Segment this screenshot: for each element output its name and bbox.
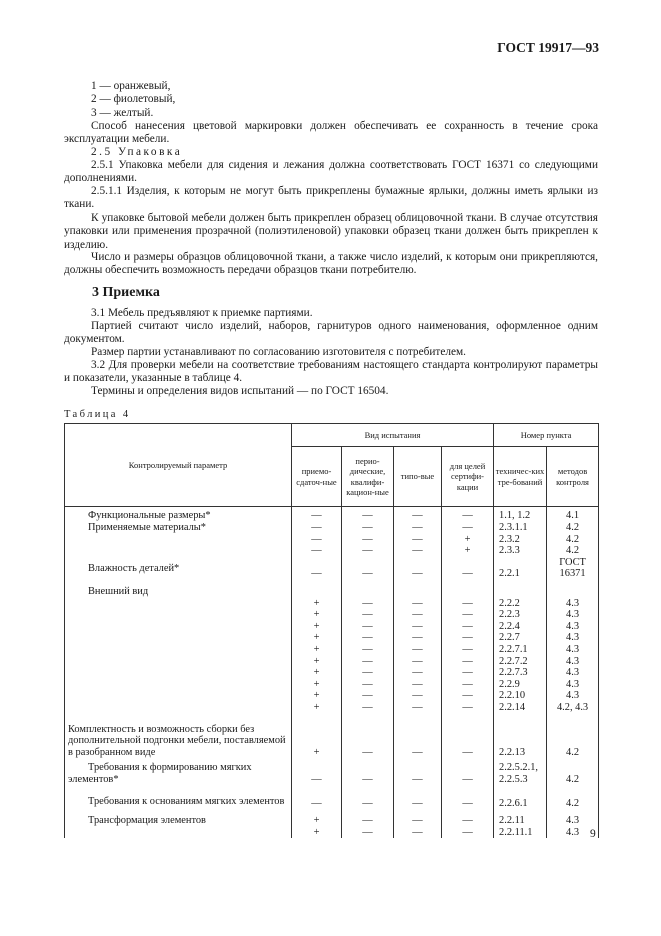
table-row — [65, 644, 599, 656]
cell-tech: 2.2.4 — [494, 621, 547, 633]
cell-meth: 4.3 — [547, 598, 599, 610]
cell-a: — — [292, 507, 342, 523]
cell-p: — — [342, 690, 394, 702]
table-row — [65, 545, 599, 557]
cell-c: — — [442, 679, 494, 691]
cell-param: Требования к формированию мягких элементов* — [65, 758, 292, 785]
cell-param: Функциональные размеры* — [65, 507, 292, 523]
paragraph-batch: Партией считают число изделий, наборов, гарнитуров одного наименования, оформленное одним документом. — [64, 320, 598, 346]
cell-meth: 4.3 — [547, 667, 599, 679]
cell-c: + — [442, 534, 494, 546]
document-header: ГОСТ 19917—93 — [497, 40, 599, 55]
cell-p — [342, 580, 394, 598]
cell-param: Трансформация элементов — [65, 809, 292, 827]
cell-p: — — [342, 827, 394, 839]
cell-t: — — [394, 598, 442, 610]
header-cert: для целей сертифи-кации — [442, 447, 494, 507]
cell-t: — — [394, 786, 442, 810]
cell-param — [65, 644, 292, 656]
cell-t: — — [394, 690, 442, 702]
table-row — [65, 758, 599, 785]
cell-a: — — [292, 534, 342, 546]
cell-a: + — [292, 690, 342, 702]
cell-meth: 4.2 — [547, 714, 599, 759]
cell-a: + — [292, 827, 342, 839]
paragraph-2-5-1: 2.5.1 Упаковка мебели для сидения и лежания должна соответствовать ГОСТ 16371 со следующими дополнениями. — [64, 159, 598, 185]
cell-a: — — [292, 545, 342, 557]
cell-c: — — [442, 621, 494, 633]
cell-param — [65, 656, 292, 668]
subsection-2-5-title: 2.5 Упаковка — [91, 146, 183, 158]
cell-t: — — [394, 534, 442, 546]
table-row — [65, 714, 599, 759]
cell-p: — — [342, 632, 394, 644]
cell-t: — — [394, 679, 442, 691]
table-row — [65, 827, 599, 839]
cell-param — [65, 545, 292, 557]
cell-a: — — [292, 786, 342, 810]
paragraph-marking: Способ нанесения цветовой маркировки должен обеспечивать ее сохранность в течение срока эксплуатации мебели. — [64, 120, 598, 146]
cell-tech: 2.2.10 — [494, 690, 547, 702]
cell-a: — — [292, 758, 342, 785]
paragraph-2-5-1-1: 2.5.1.1 Изделия, к которым не могут быть прикреплены бумажные ярлыки, должны иметь ярлыки из ткани. — [64, 185, 598, 211]
cell-c: — — [442, 644, 494, 656]
list-item: 2 — фиолетовый, — [91, 93, 176, 106]
cell-p: — — [342, 557, 394, 580]
cell-param: Влажность деталей* — [65, 557, 292, 580]
cell-meth: 4.2 — [547, 534, 599, 546]
cell-c: — — [442, 690, 494, 702]
cell-c: — — [442, 656, 494, 668]
cell-c: — — [442, 702, 494, 714]
paragraph-3-1: 3.1 Мебель предъявляют к приемке партиями. — [91, 307, 313, 319]
cell-t: — — [394, 644, 442, 656]
header-methods: методов контроля — [547, 447, 599, 507]
cell-meth: 4.2 — [547, 786, 599, 810]
cell-meth: 4.3 — [547, 621, 599, 633]
cell-t: — — [394, 758, 442, 785]
table-row — [65, 522, 599, 534]
cell-tech: 2.2.14 — [494, 702, 547, 714]
cell-meth: 4.3 — [547, 827, 599, 839]
table-4 — [64, 423, 599, 838]
cell-c: — — [442, 758, 494, 785]
cell-c: — — [442, 598, 494, 610]
cell-tech: 2.2.5.2.1, 2.2.5.3 — [494, 758, 547, 785]
cell-t: — — [394, 667, 442, 679]
cell-p: — — [342, 656, 394, 668]
cell-meth: ГОСТ 16371 — [547, 557, 599, 580]
header-acceptance: приемо-сдаточ-ные — [292, 447, 342, 507]
cell-meth — [547, 580, 599, 598]
cell-t: — — [394, 714, 442, 759]
cell-meth: 4.2, 4.3 — [547, 702, 599, 714]
cell-tech: 2.3.2 — [494, 534, 547, 546]
cell-meth: 4.2 — [547, 758, 599, 785]
cell-c — [442, 580, 494, 598]
table-row — [65, 609, 599, 621]
cell-meth: 4.3 — [547, 632, 599, 644]
header-tech: техничес-ких тре-бований — [494, 447, 547, 507]
cell-c: — — [442, 667, 494, 679]
cell-a: + — [292, 702, 342, 714]
cell-c: — — [442, 507, 494, 523]
cell-meth: 4.3 — [547, 656, 599, 668]
cell-t — [394, 580, 442, 598]
cell-meth: 4.2 — [547, 545, 599, 557]
paragraph-3-2: 3.2 Для проверки мебели на соответствие требованиям настоящего стандарта контролируют параметры и показатели, указанные в таблице 4. — [64, 359, 598, 385]
cell-tech: 2.2.7.3 — [494, 667, 547, 679]
paragraph-terms: Термины и определения видов испытаний — по ГОСТ 16504. — [91, 385, 389, 397]
cell-meth: 4.3 — [547, 609, 599, 621]
cell-tech: 2.3.3 — [494, 545, 547, 557]
cell-meth: 4.1 — [547, 507, 599, 523]
list-item: 3 — желтый. — [91, 106, 154, 119]
table-row — [65, 507, 599, 523]
cell-c: — — [442, 522, 494, 534]
cell-p: — — [342, 679, 394, 691]
cell-a: — — [292, 522, 342, 534]
color-list — [91, 80, 391, 120]
cell-t: — — [394, 827, 442, 839]
cell-c: — — [442, 827, 494, 839]
cell-a: + — [292, 809, 342, 827]
paragraph-sample: К упаковке бытовой мебели должен быть прикреплен образец облицовочной ткани. В случае отсутствия упаковки или применения прозрачной (полиэтиленовой) упаковки образец ткани должен быть прикреплен к изделию. — [64, 212, 598, 251]
cell-meth: 4.3 — [547, 690, 599, 702]
cell-t: — — [394, 656, 442, 668]
cell-p: — — [342, 667, 394, 679]
cell-c: — — [442, 609, 494, 621]
cell-param — [65, 632, 292, 644]
cell-p: — — [342, 545, 394, 557]
cell-c: — — [442, 786, 494, 810]
cell-t: — — [394, 522, 442, 534]
cell-a: + — [292, 644, 342, 656]
cell-a — [292, 580, 342, 598]
cell-param — [65, 621, 292, 633]
cell-param — [65, 667, 292, 679]
cell-tech: 2.2.1 — [494, 557, 547, 580]
cell-tech: 2.2.9 — [494, 679, 547, 691]
cell-t: — — [394, 702, 442, 714]
table-row — [65, 786, 599, 810]
cell-param — [65, 827, 292, 839]
table-row — [65, 809, 599, 827]
table-caption: Таблица 4 — [64, 409, 131, 420]
cell-p: — — [342, 644, 394, 656]
cell-a: + — [292, 679, 342, 691]
paragraph-size: Размер партии устанавливают по согласованию изготовителя с потребителем. — [91, 346, 466, 358]
cell-param — [65, 702, 292, 714]
cell-p: — — [342, 714, 394, 759]
table-row — [65, 679, 599, 691]
cell-t: — — [394, 557, 442, 580]
cell-a: — — [292, 557, 342, 580]
cell-tech: 2.3.1.1 — [494, 522, 547, 534]
cell-meth: 4.2 — [547, 522, 599, 534]
cell-tech: 2.2.2 — [494, 598, 547, 610]
table-row — [65, 632, 599, 644]
cell-tech — [494, 580, 547, 598]
cell-tech: 2.2.6.1 — [494, 786, 547, 810]
cell-tech: 2.2.7.1 — [494, 644, 547, 656]
cell-c: + — [442, 545, 494, 557]
cell-param: Комплектность и возможность сборки без дополнительной подгонки мебели, поставляемой в разобранном виде — [65, 714, 292, 759]
header-type: типо-вые — [394, 447, 442, 507]
cell-t: — — [394, 507, 442, 523]
cell-tech: 2.2.3 — [494, 609, 547, 621]
cell-t: — — [394, 609, 442, 621]
cell-param — [65, 609, 292, 621]
cell-tech: 2.2.7.2 — [494, 656, 547, 668]
cell-param: Применяемые материалы* — [65, 522, 292, 534]
cell-param — [65, 534, 292, 546]
header-item-number: Номер пункта — [494, 424, 599, 447]
cell-tech: 2.2.11 — [494, 809, 547, 827]
table-row — [65, 656, 599, 668]
cell-p: — — [342, 809, 394, 827]
cell-meth: 4.3 — [547, 809, 599, 827]
page-number: 9 — [590, 828, 596, 840]
cell-param — [65, 679, 292, 691]
cell-tech: 2.2.13 — [494, 714, 547, 759]
cell-p: — — [342, 522, 394, 534]
cell-param: Требования к основаниям мягких элементов — [65, 786, 292, 810]
cell-a: + — [292, 621, 342, 633]
cell-tech: 2.2.7 — [494, 632, 547, 644]
cell-p: — — [342, 621, 394, 633]
cell-a: + — [292, 632, 342, 644]
cell-t: — — [394, 632, 442, 644]
cell-t: — — [394, 545, 442, 557]
header-param: Контролируемый параметр — [65, 424, 292, 507]
cell-c: — — [442, 714, 494, 759]
cell-param — [65, 598, 292, 610]
cell-tech: 1.1, 1.2 — [494, 507, 547, 523]
table-row — [65, 534, 599, 546]
cell-p: — — [342, 786, 394, 810]
cell-a: + — [292, 714, 342, 759]
cell-param: Внешний вид — [65, 580, 292, 598]
paragraph-number: Число и размеры образцов облицовочной ткани, а также число изделий, к которым они прикрепляются, должны обеспечить возможность передачи образцов ткани потребителю. — [64, 251, 598, 277]
table-row — [65, 598, 599, 610]
cell-param — [65, 690, 292, 702]
cell-c: — — [442, 632, 494, 644]
cell-a: + — [292, 656, 342, 668]
cell-p: — — [342, 507, 394, 523]
cell-t: — — [394, 809, 442, 827]
table-row — [65, 621, 599, 633]
cell-p: — — [342, 758, 394, 785]
table-row — [65, 702, 599, 714]
cell-p: — — [342, 609, 394, 621]
cell-a: + — [292, 609, 342, 621]
cell-meth: 4.3 — [547, 644, 599, 656]
table-row — [65, 580, 599, 598]
table-row — [65, 557, 599, 580]
cell-p: — — [342, 534, 394, 546]
cell-a: + — [292, 667, 342, 679]
cell-c: — — [442, 557, 494, 580]
section-3-title: 3 Приемка — [92, 285, 160, 300]
header-test-type: Вид испытания — [292, 424, 494, 447]
cell-tech: 2.2.11.1 — [494, 827, 547, 839]
table-body — [65, 507, 599, 839]
table-row — [65, 667, 599, 679]
cell-a: + — [292, 598, 342, 610]
cell-c: — — [442, 809, 494, 827]
table-row — [65, 690, 599, 702]
list-item: 1 — оранжевый, — [91, 80, 171, 92]
cell-p: — — [342, 702, 394, 714]
cell-meth: 4.3 — [547, 679, 599, 691]
header-periodic: перио-дические, квалифи-кацион-ные — [342, 447, 394, 507]
cell-t: — — [394, 621, 442, 633]
cell-p: — — [342, 598, 394, 610]
